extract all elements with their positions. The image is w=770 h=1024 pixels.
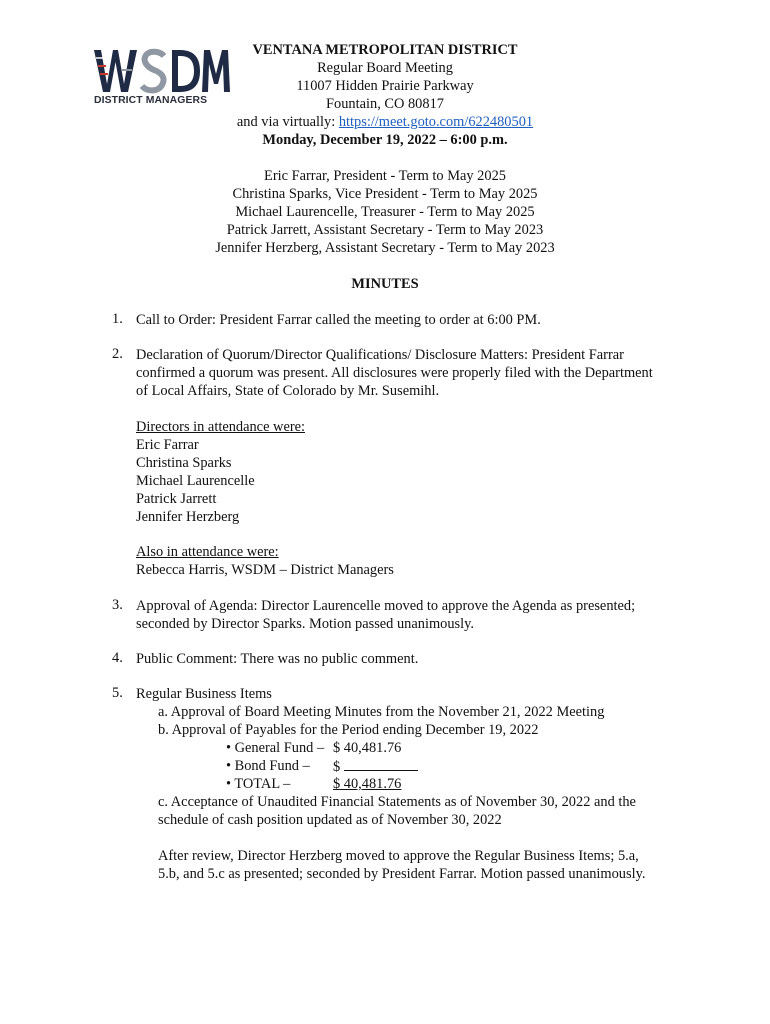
director-name: Jennifer Herzberg — [136, 509, 240, 525]
item-text: Call to Order: President Farrar called the meeting to order at 6:00 PM. — [136, 312, 541, 328]
board-member: Christina Sparks, Vice President - Term to May 2025 — [232, 186, 538, 203]
general-fund-amount: $ 40,481.76 — [333, 740, 402, 756]
also-attendance — [136, 543, 696, 579]
meeting-date-time: Monday, December 19, 2022 – 6:00 p.m. — [262, 132, 508, 148]
item-title: Regular Business Items — [136, 686, 272, 702]
sub-item-c-line2: schedule of cash position updated as of November 30, 2022 — [158, 812, 502, 828]
item-text-line: of Local Affairs, State of Colorado by Mr. Susemihl. — [136, 383, 440, 399]
also-name: Rebecca Harris, WSDM – District Managers — [136, 562, 394, 578]
board-members — [170, 167, 600, 257]
agenda-item-4 — [112, 650, 692, 668]
district-name: VENTANA METROPOLITAN DISTRICT — [252, 42, 518, 58]
bond-fund-amount — [333, 757, 418, 776]
item-number: 2. — [112, 346, 123, 362]
address-line-2: Fountain, CO 80817 — [326, 96, 444, 112]
agenda-item-3 — [112, 597, 692, 633]
meeting-link[interactable]: https://meet.goto.com/622480501 — [338, 114, 534, 130]
logo-letter-s — [142, 52, 164, 91]
item-number: 1. — [112, 311, 123, 327]
also-heading: Also in attendance were: — [136, 544, 279, 560]
virtual-line — [190, 113, 580, 131]
item-text-line: seconded by Director Sparks. Motion passed unanimously. — [136, 616, 474, 632]
director-name: Eric Farrar — [136, 437, 199, 453]
total-label: • TOTAL – — [226, 776, 291, 792]
motion-line-2: 5.b, and 5.c as presented; seconded by President Farrar. Motion passed unanimously. — [158, 866, 646, 882]
agenda-item-2 — [112, 346, 692, 400]
general-fund-label: • General Fund – — [226, 740, 325, 756]
director-name: Christina Sparks — [136, 455, 232, 471]
bond-fund-dollar: $ — [333, 759, 341, 775]
sub-item-c-line1: c. Acceptance of Unaudited Financial Statements as of November 30, 2022 and the — [158, 794, 636, 810]
agenda-item-1 — [112, 311, 692, 329]
item-number: 5. — [112, 685, 123, 701]
logo-tagline: DISTRICT MANAGERS — [94, 95, 208, 106]
total-amount: $ 40,481.76 — [333, 776, 402, 792]
sub-item-a: a. Approval of Board Meeting Minutes from the November 21, 2022 Meeting — [158, 704, 605, 720]
item-number: 4. — [112, 650, 123, 666]
sub-item-b: b. Approval of Payables for the Period ending December 19, 2022 — [158, 722, 539, 738]
item-text-line: Declaration of Quorum/Director Qualifications/ Disclosure Matters: President Farrar — [136, 347, 624, 363]
board-member: Patrick Jarrett, Assistant Secretary - Term to May 2023 — [226, 222, 544, 239]
directors-attendance — [136, 418, 696, 526]
item-number: 3. — [112, 597, 123, 613]
item-text-line: confirmed a quorum was present. All disclosures were properly filed with the Department — [136, 365, 653, 381]
bond-fund-blank — [344, 757, 418, 771]
meeting-type: Regular Board Meeting — [317, 60, 453, 76]
motion-line-1: After review, Director Herzberg moved to approve the Regular Business Items; 5.a, — [158, 848, 639, 864]
board-member: Jennifer Herzberg, Assistant Secretary - Term to May 2023 — [215, 240, 555, 257]
minutes-title: MINUTES — [351, 276, 419, 292]
board-member: Eric Farrar, President - Term to May 2025 — [264, 168, 506, 184]
item-text-line: Approval of Agenda: Director Laurencelle moved to approve the Agenda as presented; — [136, 598, 636, 614]
director-name: Patrick Jarrett — [136, 491, 217, 507]
bond-fund-label: • Bond Fund – — [226, 758, 310, 774]
address-line-1: 11007 Hidden Prairie Parkway — [296, 78, 474, 94]
logo-letter-w — [94, 50, 137, 92]
directors-heading: Directors in attendance were: — [136, 419, 306, 435]
director-name: Michael Laurencelle — [136, 473, 255, 489]
agenda-item-5 — [112, 685, 692, 703]
item-text: Public Comment: There was no public comment. — [136, 651, 419, 667]
meeting-header — [190, 41, 580, 149]
virtual-prefix: and via virtually: — [236, 114, 339, 130]
board-member: Michael Laurencelle, Treasurer - Term to May 2025 — [235, 204, 535, 221]
